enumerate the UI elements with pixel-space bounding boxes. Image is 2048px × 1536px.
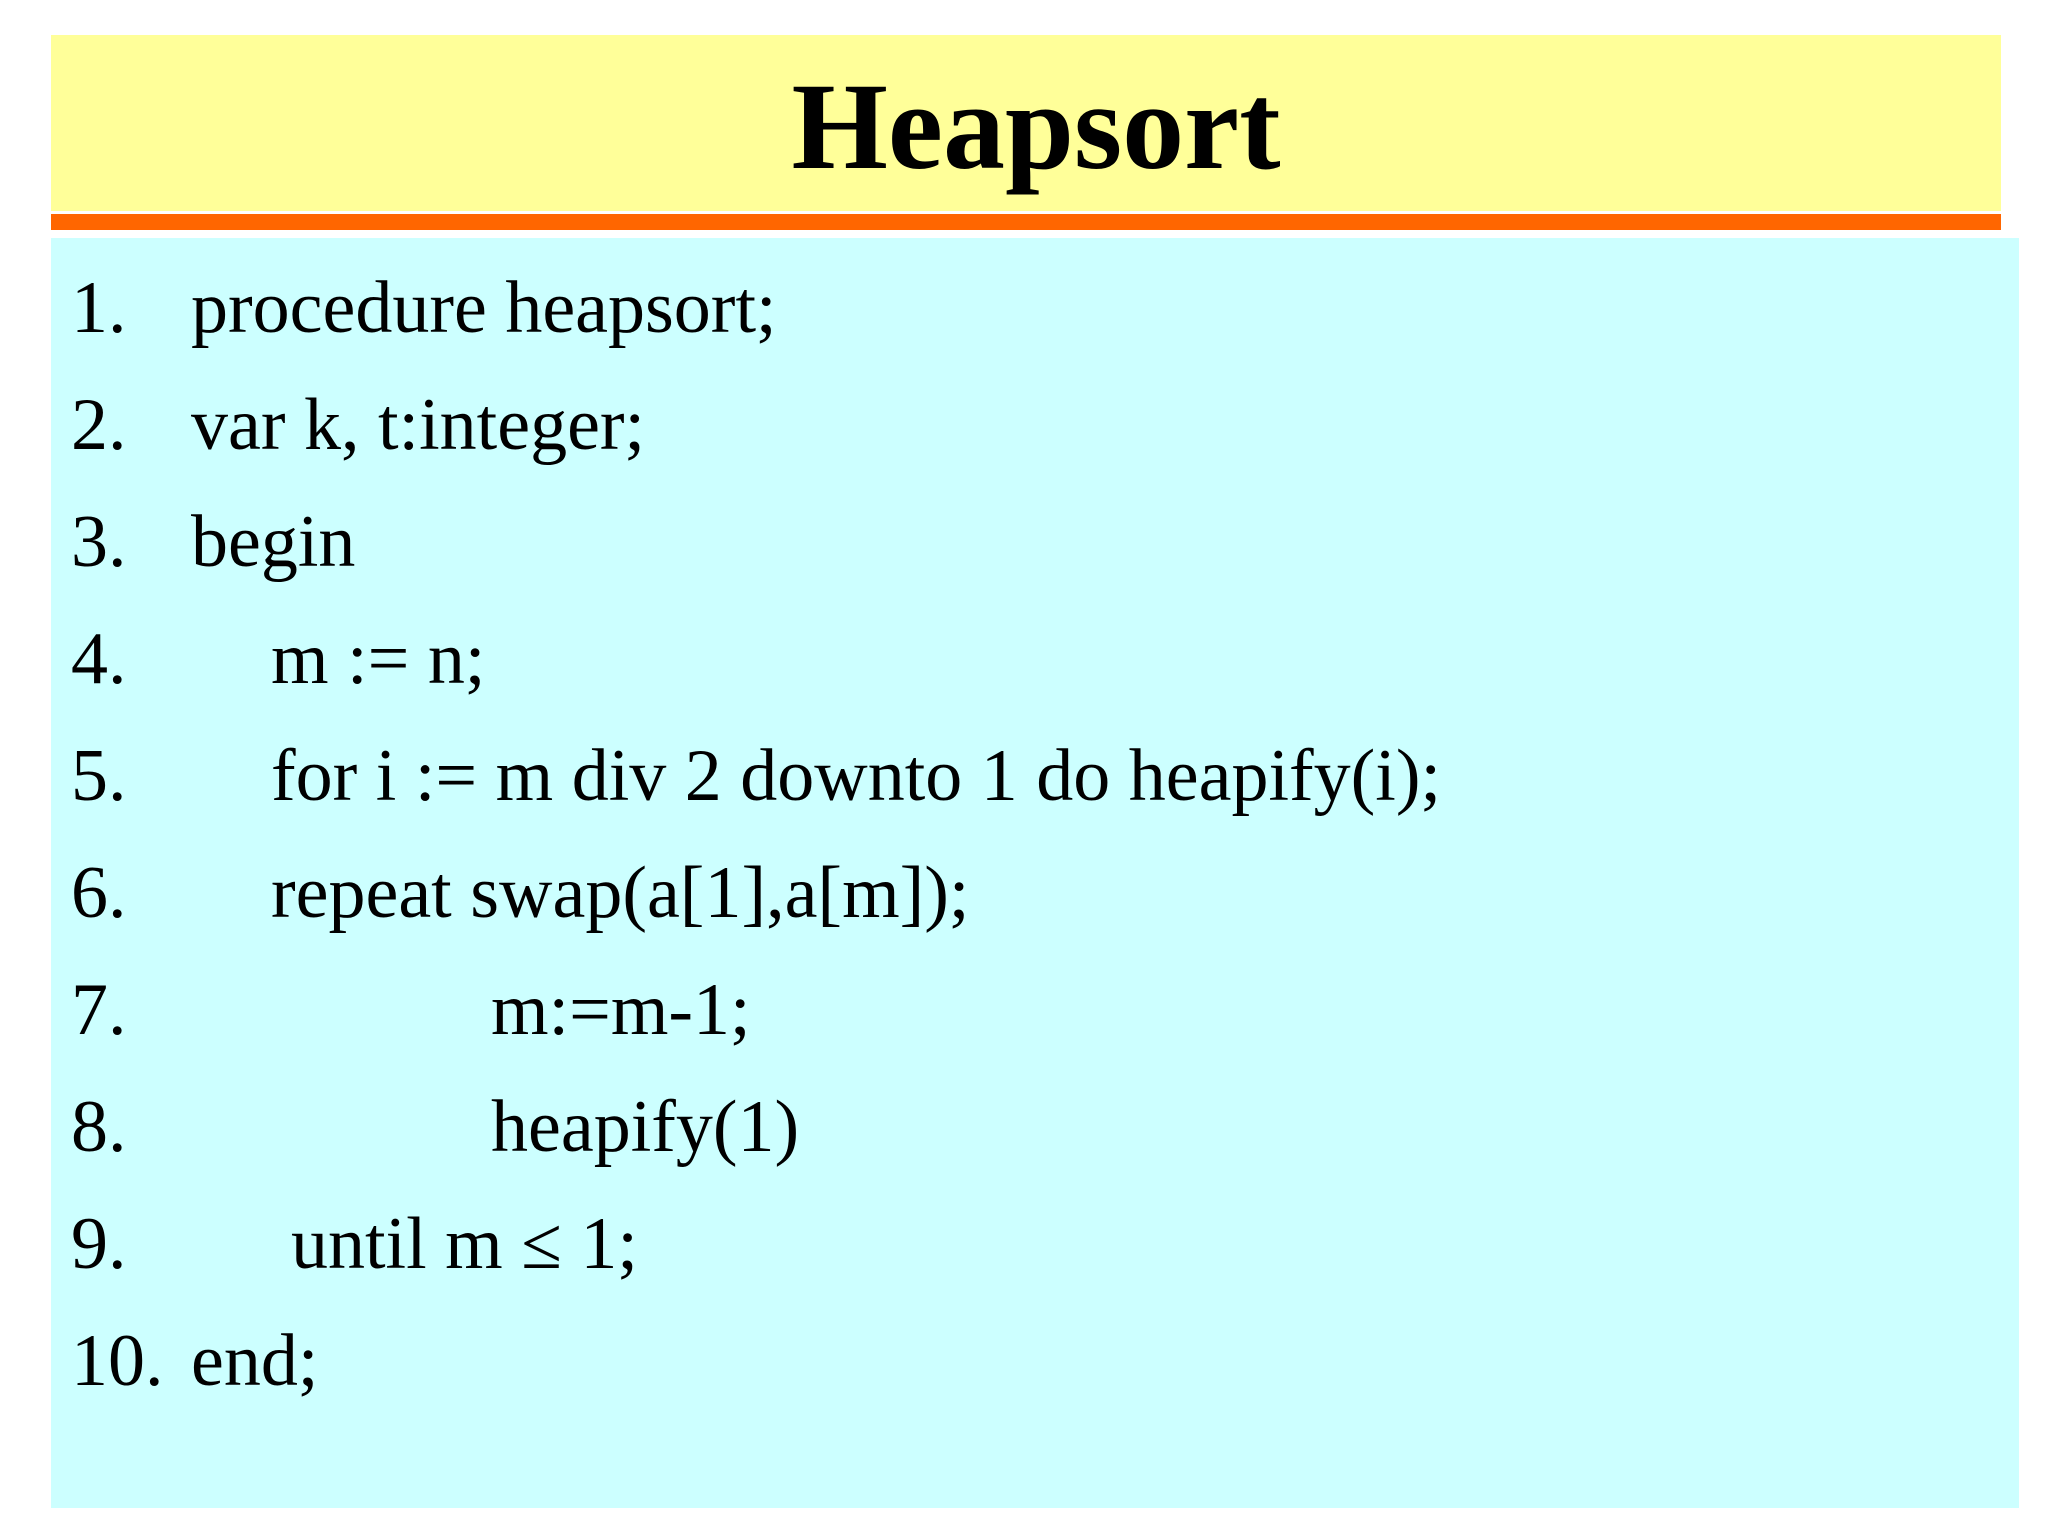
code-line-1 [71, 258, 777, 358]
code-line-8 [71, 1077, 799, 1177]
code-text: m:=m-1; [491, 969, 751, 1051]
accent-rule [51, 214, 2001, 230]
code-text: repeat swap(a[1],a[m]); [271, 852, 970, 934]
code-panel [51, 238, 2019, 1508]
code-text: m := n; [271, 618, 486, 700]
slide-title: Heapsort [791, 58, 1281, 195]
code-line-7 [71, 960, 751, 1060]
code-text: for i := m div 2 downto 1 do heapify(i); [271, 735, 1442, 817]
code-text: end; [191, 1320, 319, 1402]
code-line-3 [71, 492, 355, 592]
code-line-6 [71, 843, 969, 943]
code-line-10 [71, 1311, 318, 1411]
code-text: procedure heapsort; [191, 267, 777, 349]
code-line-9 [71, 1194, 638, 1294]
line-number: 2. [71, 384, 127, 466]
line-number: 4. [71, 618, 127, 700]
code-line-4 [71, 609, 485, 709]
line-number: 6. [71, 852, 127, 934]
line-number: 1. [71, 267, 127, 349]
line-number: 9. [71, 1203, 127, 1285]
line-number: 10. [71, 1320, 164, 1402]
line-number: 8. [71, 1086, 127, 1168]
code-text: begin [191, 501, 356, 583]
title-band [51, 35, 2001, 211]
code-line-5 [71, 726, 1441, 826]
code-text: until m ≤ 1; [291, 1203, 638, 1285]
line-number: 3. [71, 501, 127, 583]
code-text: heapify(1) [491, 1086, 800, 1168]
line-number: 5. [71, 735, 127, 817]
line-number: 7. [71, 969, 127, 1051]
code-line-2 [71, 375, 645, 475]
code-text: var k, t:integer; [191, 384, 646, 466]
